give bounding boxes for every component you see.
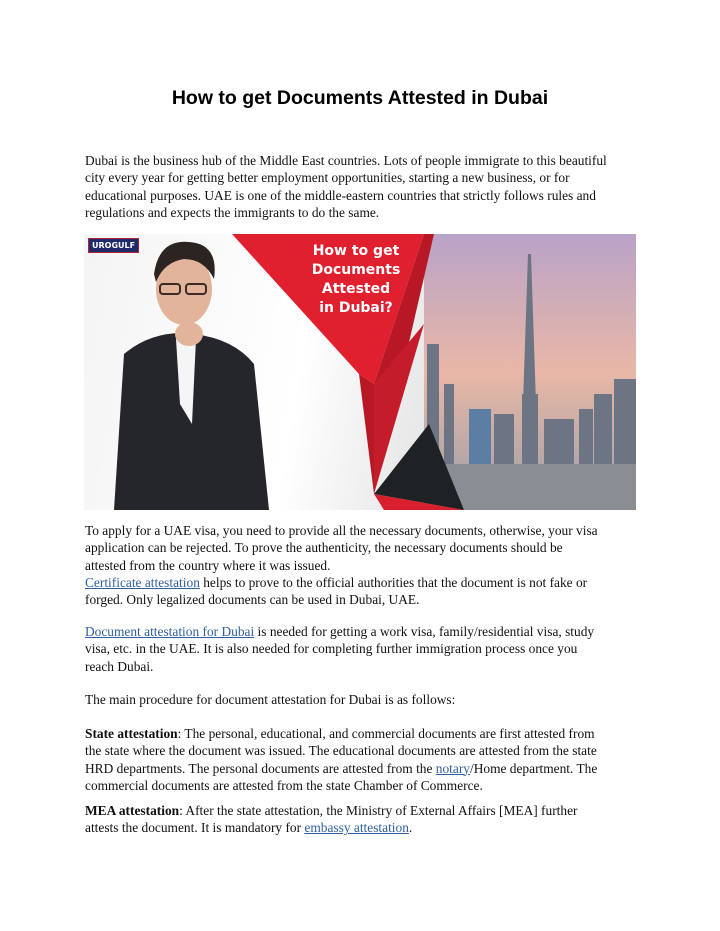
document-attestation-paragraph xyxy=(85,623,645,675)
urogulf-logo: UROGULF xyxy=(88,238,139,253)
line: regulations and expects the immigrants to do the same. xyxy=(85,204,380,220)
man-illustration xyxy=(114,242,269,510)
page-title: How to get Documents Attested in Dubai xyxy=(171,87,549,109)
headline-line: How to get xyxy=(312,243,400,259)
embassy-attestation-link[interactable]: embassy attestation xyxy=(304,820,409,836)
line: reach Dubai. xyxy=(85,658,154,674)
line: To apply for a UAE visa, you need to provide all the necessary documents, otherwise, your visa xyxy=(85,523,598,538)
line: city every year for getting better employment opportunities, starting a new business, or for xyxy=(85,170,570,186)
intro-paragraph xyxy=(85,152,645,221)
line: /Home department. The xyxy=(470,760,598,776)
line: application can be rejected. To prove the authenticity, the necessary documents should be xyxy=(85,540,563,556)
line: forged. Only legalized documents can be used in Dubai, UAE. xyxy=(85,592,420,608)
line: is needed for getting a work visa, family/residential visa, study xyxy=(254,624,595,639)
line: helps to prove to the official authorities that the document is not fake or xyxy=(199,574,588,590)
headline-line: in Dubai? xyxy=(319,300,393,316)
line: . xyxy=(408,820,413,836)
certificate-attestation-link[interactable]: Certificate attestation xyxy=(85,574,200,590)
mea-attestation-paragraph xyxy=(85,802,645,837)
headline-line: Attested xyxy=(321,281,391,297)
hero-headline xyxy=(296,242,416,318)
line: visa, etc. in the UAE. It is also needed for completing further immigration process once you xyxy=(85,641,578,657)
headline-line: Documents xyxy=(311,262,401,278)
line: : The personal, educational, and commercial documents are first attested from xyxy=(177,726,595,741)
mea-attestation-heading: MEA attestation xyxy=(85,803,180,818)
visa-paragraph xyxy=(85,522,645,608)
line: attested from the country where it was issued. xyxy=(85,557,331,573)
line: attests the document. It is mandatory for xyxy=(85,820,305,836)
state-attestation-heading: State attestation xyxy=(85,726,178,741)
line: : After the state attestation, the Ministry of External Affairs [MEA] further xyxy=(179,803,578,818)
line: Dubai is the business hub of the Middle East countries. Lots of people immigrate to this beautiful xyxy=(85,153,607,168)
line: educational purposes. UAE is one of the middle-eastern countries that strictly follows rules and xyxy=(85,187,596,203)
line: commercial documents are attested from the state Chamber of Commerce. xyxy=(85,777,483,793)
hero-image xyxy=(84,234,636,510)
document-attestation-dubai-link[interactable]: Document attestation for Dubai xyxy=(85,624,255,639)
line: HRD departments. The personal documents are attested from the xyxy=(85,760,436,776)
line: the state where the document was issued. The educational documents are attested from the state xyxy=(85,743,597,759)
notary-link[interactable]: notary xyxy=(435,760,470,776)
state-attestation-paragraph xyxy=(85,725,645,794)
procedure-intro: The main procedure for document attestation for Dubai is as follows: xyxy=(85,692,456,707)
